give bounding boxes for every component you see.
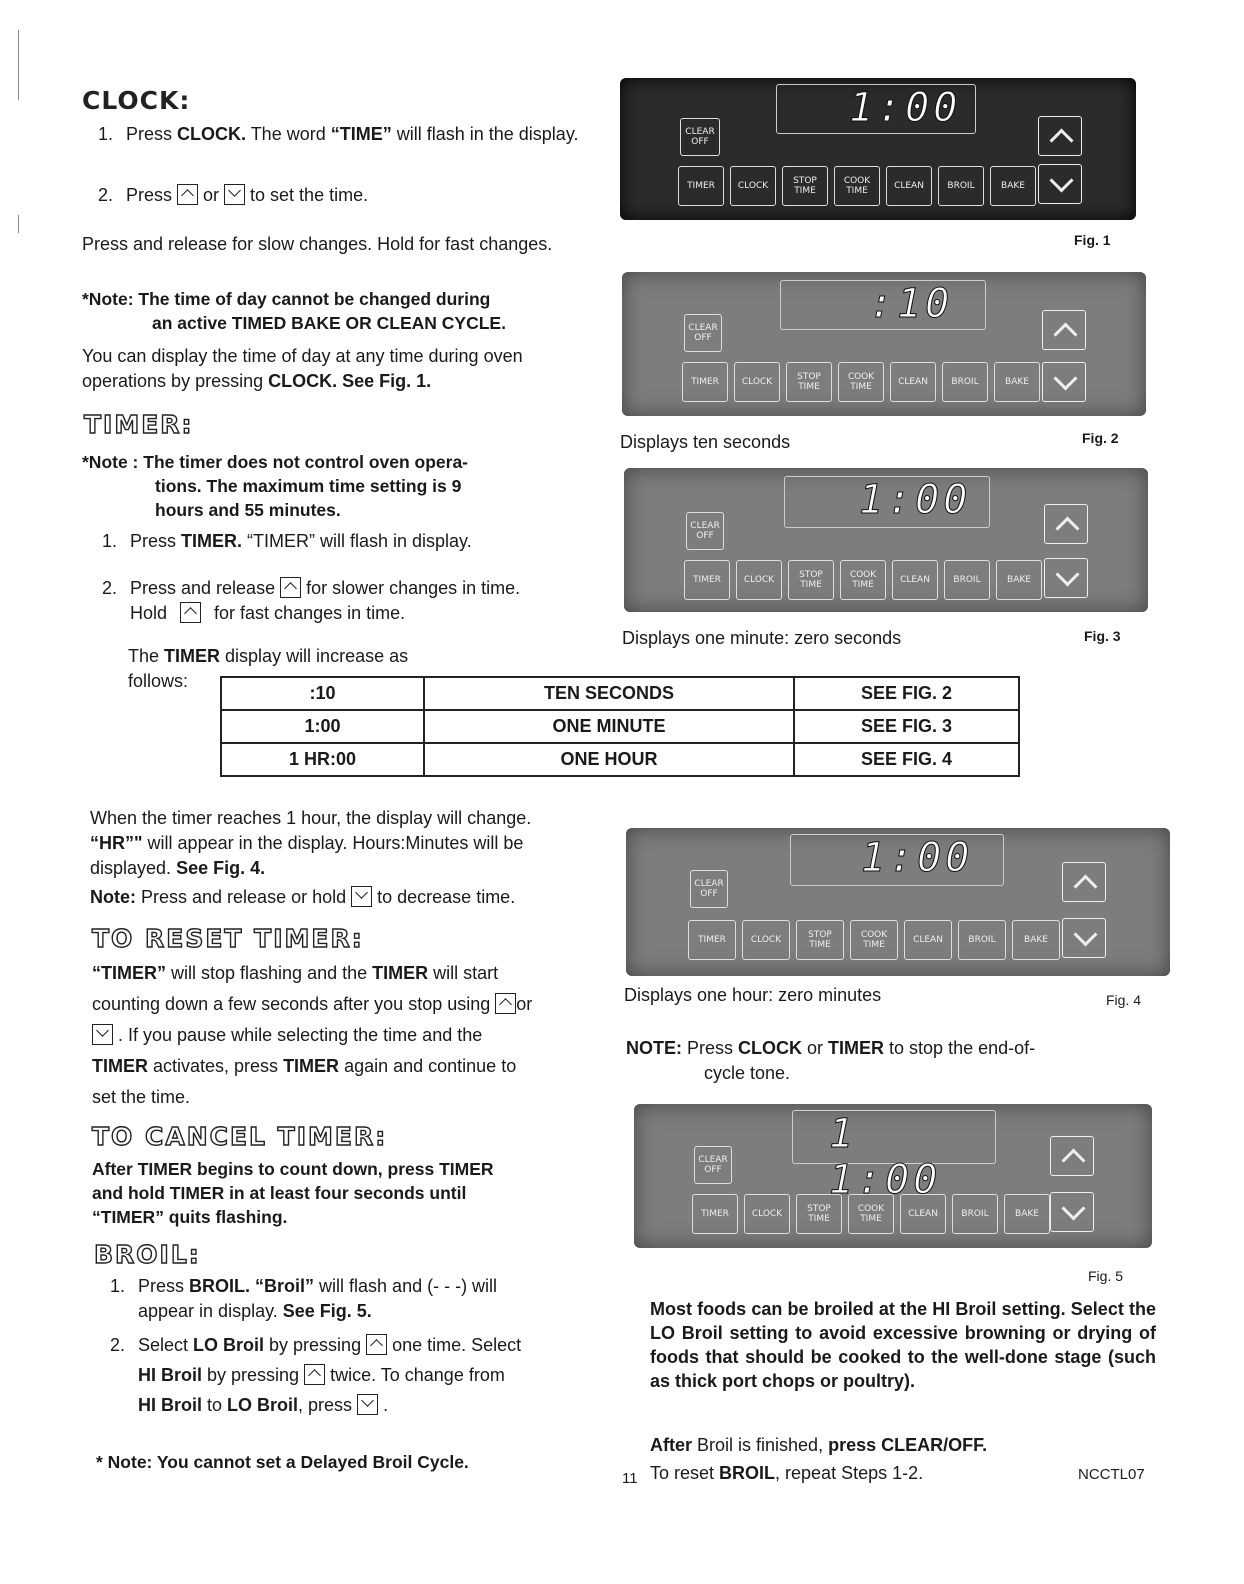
up-arrow-button[interactable] xyxy=(1042,310,1086,350)
broil-note: * Note: You cannot set a Delayed Broil Cycle. xyxy=(96,1452,469,1472)
cook-time-button[interactable]: COOK TIME xyxy=(838,362,884,402)
panel-display: 1:00 xyxy=(784,476,990,528)
timer-button[interactable]: TIMER xyxy=(684,560,730,600)
clock-button[interactable]: CLOCK xyxy=(734,362,780,402)
timer-button[interactable]: TIMER xyxy=(692,1194,738,1234)
up-arrow-icon xyxy=(366,1334,387,1355)
stop-time-button[interactable]: STOP TIME xyxy=(788,560,834,600)
up-arrow-button[interactable] xyxy=(1044,504,1088,544)
hour-note: Note: Press and release or hold to decrease time. xyxy=(90,887,516,907)
clock-button[interactable]: CLOCK xyxy=(744,1194,790,1234)
clock-button[interactable]: CLOCK xyxy=(736,560,782,600)
broil-button[interactable]: BROIL xyxy=(938,166,984,206)
cancel-text: After TIMER begins to count down, press TIMER and hold TIMER in at least four seconds until “TIMER” quits flashing. xyxy=(92,1159,494,1227)
margin-line xyxy=(18,215,19,233)
up-arrow-icon xyxy=(177,184,198,205)
panel-display: 1:00 xyxy=(790,834,1004,886)
margin-line xyxy=(18,30,19,100)
down-arrow-icon xyxy=(224,184,245,205)
clear-off-button[interactable]: CLEAR OFF xyxy=(694,1146,732,1184)
broil-tips-paragraph: Most foods can be broiled at the HI Broil setting. Select the LO Broil setting to avoid excessive browning or drying of foods that should be cooked to the well-done stage (such as thick port chops or poultry). xyxy=(650,1299,1156,1391)
bake-button[interactable]: BAKE xyxy=(994,362,1040,402)
timer-heading: TIMER: xyxy=(84,410,194,439)
clock-release-text: Press and release for slow changes. Hold for fast changes. xyxy=(82,234,553,254)
stop-time-button[interactable]: STOP TIME xyxy=(782,166,828,206)
after-broil-text: After Broil is finished, press CLEAR/OFF. xyxy=(650,1435,988,1455)
clean-button[interactable]: CLEAN xyxy=(886,166,932,206)
clock-button[interactable]: CLOCK xyxy=(742,920,790,960)
clear-off-button[interactable]: CLEAR OFF xyxy=(686,512,724,550)
fig2-label: Fig. 2 xyxy=(1082,430,1119,446)
cook-time-button[interactable]: COOK TIME xyxy=(834,166,880,206)
broil-button[interactable]: BROIL xyxy=(958,920,1006,960)
table-row: 1 HR:00 ONE HOUR SEE FIG. 4 xyxy=(221,743,1019,776)
fig4-label: Fig. 4 xyxy=(1106,992,1142,1008)
clean-button[interactable]: CLEAN xyxy=(890,362,936,402)
control-panel-fig3 xyxy=(624,468,1148,612)
table-row: 1:00 ONE MINUTE SEE FIG. 3 xyxy=(221,710,1019,743)
fig3-caption: Displays one minute: zero seconds xyxy=(622,628,902,648)
cancel-heading: TO CANCEL TIMER: xyxy=(92,1122,388,1151)
bake-button[interactable]: BAKE xyxy=(990,166,1036,206)
clock-heading: CLOCK: xyxy=(82,86,191,115)
fig5-label: Fig. 5 xyxy=(1088,1268,1124,1284)
up-arrow-button[interactable] xyxy=(1038,116,1082,156)
reset-heading: TO RESET TIMER: xyxy=(92,924,364,953)
panel-display: 1 1:00 xyxy=(792,1110,996,1164)
timer-note: *Note : The timer does not control oven opera- tions. The maximum time setting is 9 hours and 55 minutes. xyxy=(82,452,469,520)
stop-time-button[interactable]: STOP TIME xyxy=(796,920,844,960)
control-panel-fig1 xyxy=(620,78,1136,220)
clock-note: *Note: The time of day cannot be changed during an active TIMED BAKE OR CLEAN CYCLE. xyxy=(82,289,506,333)
stop-time-button[interactable]: STOP TIME xyxy=(796,1194,842,1234)
reset-broil-text: To reset BROIL, repeat Steps 1-2. xyxy=(650,1463,924,1483)
timer-step-2: 2. Press and release for slower changes in time. Hold for fast changes in time. xyxy=(102,578,521,623)
control-panel-fig5 xyxy=(634,1104,1152,1248)
control-panel-fig4 xyxy=(626,828,1170,976)
up-arrow-icon xyxy=(304,1364,325,1385)
fig2-caption: Displays ten seconds xyxy=(620,432,791,452)
up-arrow-icon xyxy=(280,577,301,598)
bake-button[interactable]: BAKE xyxy=(1004,1194,1050,1234)
clean-button[interactable]: CLEAN xyxy=(900,1194,946,1234)
hour-text: When the timer reaches 1 hour, the display will change. “HR”" will appear in the display. Hours:Minutes will be displayed. See Fig. 4. xyxy=(90,808,532,878)
broil-button[interactable]: BROIL xyxy=(944,560,990,600)
down-arrow-button[interactable] xyxy=(1044,558,1088,598)
clock-button[interactable]: CLOCK xyxy=(730,166,776,206)
clear-off-button[interactable]: CLEAR OFF xyxy=(690,870,728,908)
clock-step-2: 2. Press or to set the time. xyxy=(98,185,369,205)
cook-time-button[interactable]: COOK TIME xyxy=(840,560,886,600)
panel-display: 1:00 xyxy=(776,84,976,134)
cook-time-button[interactable]: COOK TIME xyxy=(850,920,898,960)
document-code: NCCTL07 xyxy=(1078,1466,1145,1483)
timer-button[interactable]: TIMER xyxy=(682,362,728,402)
timer-increase-text: The TIMER display will increase as follows: xyxy=(128,646,409,691)
down-arrow-icon xyxy=(92,1024,113,1045)
cook-time-button[interactable]: COOK TIME xyxy=(848,1194,894,1234)
up-arrow-icon xyxy=(180,602,201,623)
bake-button[interactable]: BAKE xyxy=(1012,920,1060,960)
bake-button[interactable]: BAKE xyxy=(996,560,1042,600)
clear-off-button[interactable]: CLEAR OFF xyxy=(680,118,720,156)
broil-step-2: 2. Select LO Broil by pressing one time. Select HI Broil by pressing twice. To change from HI Broil to LO Broil, press . xyxy=(110,1335,522,1415)
down-arrow-button[interactable] xyxy=(1038,164,1082,204)
clean-button[interactable]: CLEAN xyxy=(904,920,952,960)
reset-text: “TIMER” will stop flashing and the TIMER will start counting down a few seconds after you stop using or . If you pause while selecting the time and the TIMER activates, press TIMER again and continue to set the time. xyxy=(92,963,533,1107)
timer-button[interactable]: TIMER xyxy=(678,166,724,206)
timer-table xyxy=(220,676,1020,777)
down-arrow-button[interactable] xyxy=(1050,1192,1094,1232)
up-arrow-button[interactable] xyxy=(1050,1136,1094,1176)
fig3-label: Fig. 3 xyxy=(1084,628,1121,644)
page-number: 11 xyxy=(622,1470,638,1487)
timer-step-1: 1. Press TIMER. “TIMER” will flash in display. xyxy=(102,531,472,551)
down-arrow-button[interactable] xyxy=(1042,362,1086,402)
broil-step-1: 1. Press BROIL. “Broil” will flash and (- - -) will appear in display. See Fig. 5. xyxy=(110,1276,498,1321)
clock-step-1: 1. Press CLOCK. The word “TIME” will flash in the display. xyxy=(98,124,579,144)
clear-off-button[interactable]: CLEAR OFF xyxy=(684,314,722,352)
up-arrow-button[interactable] xyxy=(1062,862,1106,902)
stop-time-button[interactable]: STOP TIME xyxy=(786,362,832,402)
fig4-caption: Displays one hour: zero minutes xyxy=(624,985,882,1005)
down-arrow-icon xyxy=(357,1394,378,1415)
panel-display: :10 xyxy=(780,280,986,330)
down-arrow-icon xyxy=(351,886,372,907)
fig1-label: Fig. 1 xyxy=(1074,232,1111,248)
broil-heading: BROIL: xyxy=(94,1240,201,1269)
end-cycle-note: NOTE: Press CLOCK or TIMER to stop the end-of- cycle tone. xyxy=(626,1038,1036,1083)
clock-display-text: You can display the time of day at any time during oven operations by pressing CLOCK. See Fig. 1. xyxy=(82,346,523,391)
down-arrow-button[interactable] xyxy=(1062,918,1106,958)
broil-button[interactable]: BROIL xyxy=(952,1194,998,1234)
timer-button[interactable]: TIMER xyxy=(688,920,736,960)
clean-button[interactable]: CLEAN xyxy=(892,560,938,600)
control-panel-fig2 xyxy=(622,272,1146,416)
broil-button[interactable]: BROIL xyxy=(942,362,988,402)
table-row: :10 TEN SECONDS SEE FIG. 2 xyxy=(221,677,1019,710)
up-arrow-icon xyxy=(495,993,516,1014)
